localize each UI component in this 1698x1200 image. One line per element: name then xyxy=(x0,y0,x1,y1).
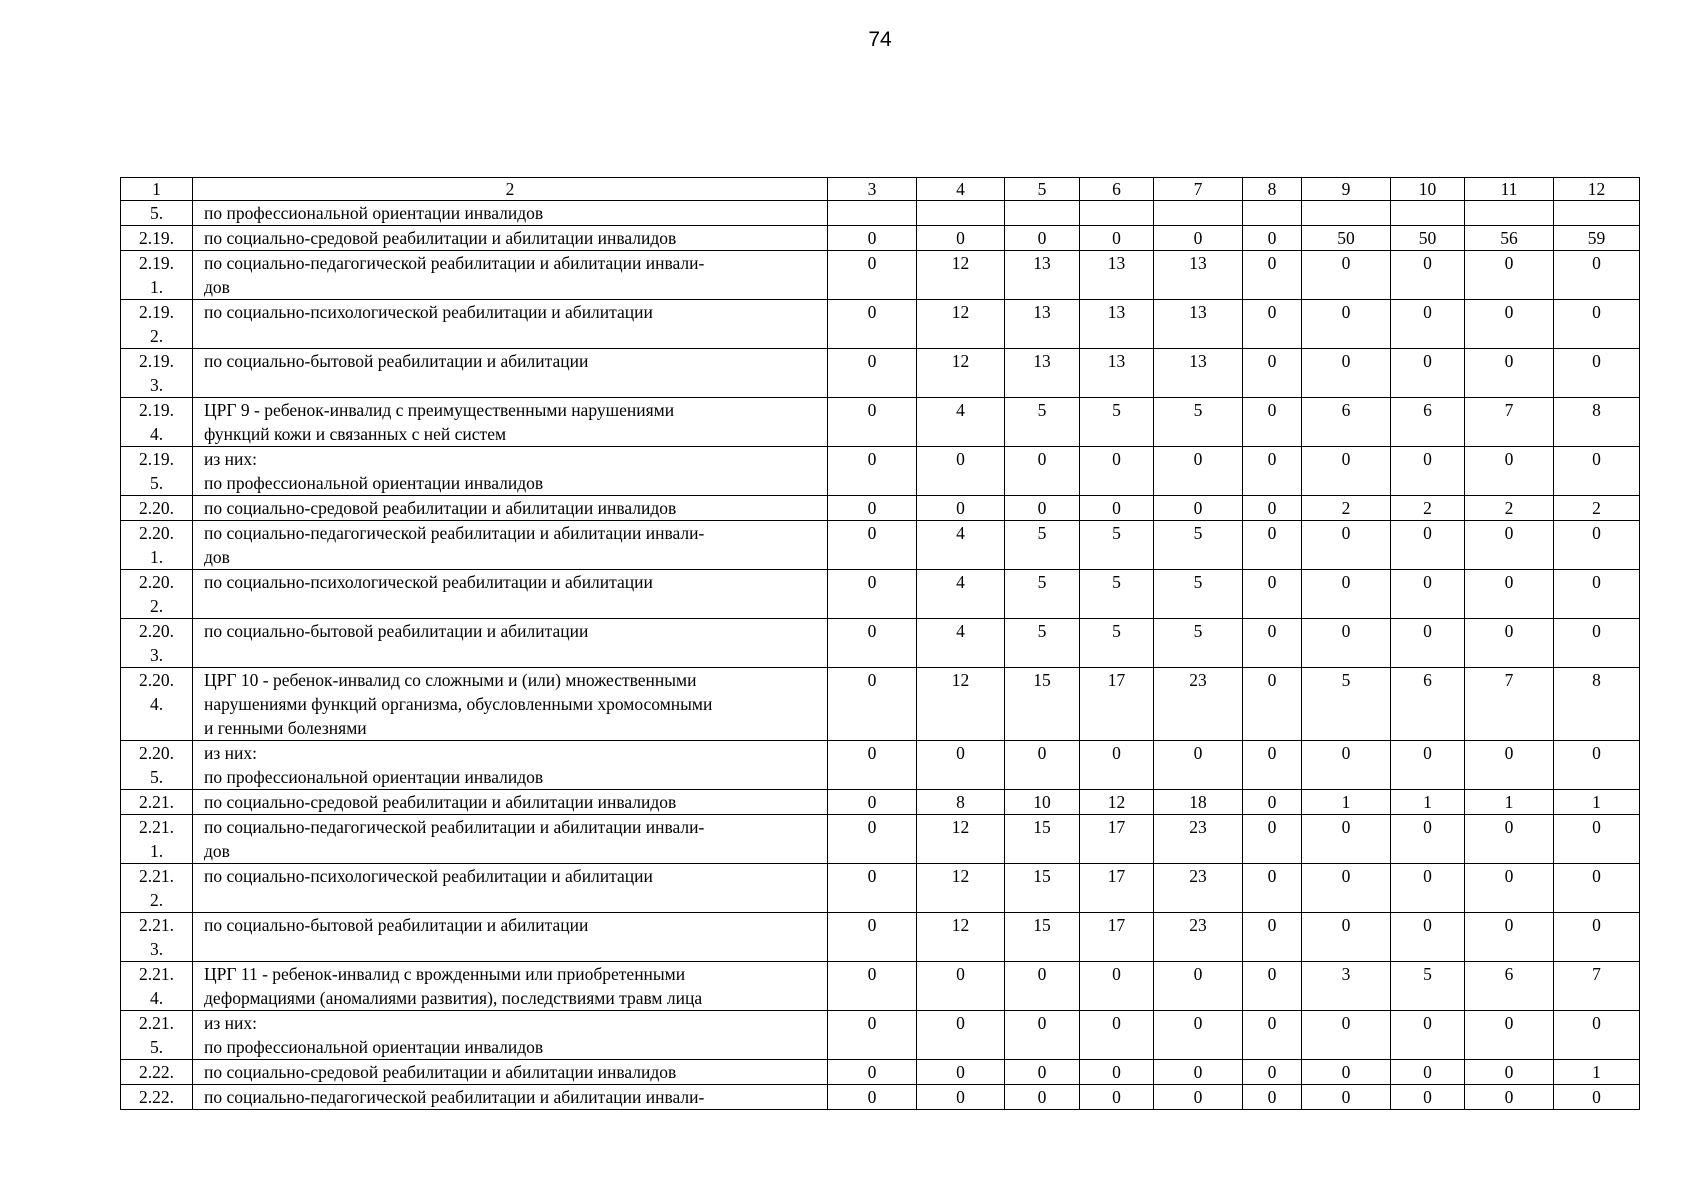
row-number: 5. xyxy=(121,201,193,226)
value-cell: 0 xyxy=(828,864,917,913)
value-cell: 0 xyxy=(917,447,1005,496)
row-description: по социально-психологической реабилитации и абилитации xyxy=(193,300,828,349)
value-cell: 0 xyxy=(1302,619,1391,668)
row-number: 2.20. 4. xyxy=(121,668,193,741)
row-description: по социально-педагогической реабилитации и абилитации инвали- дов xyxy=(193,251,828,300)
value-cell: 0 xyxy=(1391,815,1465,864)
value-cell: 17 xyxy=(1080,864,1154,913)
value-cell: 5 xyxy=(1080,521,1154,570)
value-cell: 0 xyxy=(1302,1011,1391,1060)
table-row xyxy=(121,251,1640,300)
value-cell: 13 xyxy=(1154,349,1243,398)
value-cell xyxy=(1080,201,1154,226)
value-cell: 2 xyxy=(1554,496,1640,521)
value-cell: 0 xyxy=(1465,815,1554,864)
value-cell: 0 xyxy=(1554,570,1640,619)
row-description: по социально-педагогической реабилитации и абилитации инвали- дов xyxy=(193,521,828,570)
value-cell: 0 xyxy=(1005,226,1080,251)
table-row xyxy=(121,668,1640,741)
row-description: по социально-средовой реабилитации и абилитации инвалидов xyxy=(193,496,828,521)
table-row xyxy=(121,741,1640,790)
header-cell: 3 xyxy=(828,178,917,201)
value-cell: 5 xyxy=(1005,570,1080,619)
value-cell: 3 xyxy=(1302,962,1391,1011)
value-cell: 0 xyxy=(1243,300,1302,349)
value-cell: 56 xyxy=(1465,226,1554,251)
value-cell: 0 xyxy=(828,619,917,668)
value-cell: 1 xyxy=(1302,790,1391,815)
value-cell: 6 xyxy=(1465,962,1554,1011)
value-cell: 0 xyxy=(1154,741,1243,790)
value-cell: 0 xyxy=(1465,349,1554,398)
value-cell: 1 xyxy=(1554,790,1640,815)
value-cell: 23 xyxy=(1154,864,1243,913)
header-cell: 10 xyxy=(1391,178,1465,201)
row-description: ЦРГ 11 - ребенок-инвалид с врожденными или приобретенными деформациями (аномалиями развития), последствиями травм лица xyxy=(193,962,828,1011)
value-cell: 7 xyxy=(1465,398,1554,447)
value-cell: 0 xyxy=(1391,741,1465,790)
value-cell: 0 xyxy=(1554,349,1640,398)
value-cell xyxy=(917,201,1005,226)
value-cell: 0 xyxy=(828,1011,917,1060)
value-cell: 0 xyxy=(1080,1085,1154,1110)
value-cell: 0 xyxy=(828,447,917,496)
value-cell: 59 xyxy=(1554,226,1640,251)
value-cell: 0 xyxy=(1243,864,1302,913)
value-cell: 4 xyxy=(917,570,1005,619)
value-cell: 0 xyxy=(1154,226,1243,251)
row-number: 2.19. 5. xyxy=(121,447,193,496)
value-cell: 0 xyxy=(828,300,917,349)
value-cell: 5 xyxy=(1154,398,1243,447)
value-cell: 0 xyxy=(1243,521,1302,570)
header-cell: 7 xyxy=(1154,178,1243,201)
row-number: 2.21. 1. xyxy=(121,815,193,864)
value-cell: 6 xyxy=(1302,398,1391,447)
table-row xyxy=(121,300,1640,349)
value-cell: 0 xyxy=(1554,251,1640,300)
value-cell: 0 xyxy=(828,398,917,447)
row-number: 2.21. 4. xyxy=(121,962,193,1011)
value-cell: 0 xyxy=(1554,619,1640,668)
header-cell: 9 xyxy=(1302,178,1391,201)
value-cell: 0 xyxy=(828,349,917,398)
value-cell: 5 xyxy=(1080,570,1154,619)
table-row xyxy=(121,398,1640,447)
row-description: по социально-психологической реабилитации и абилитации xyxy=(193,864,828,913)
value-cell: 5 xyxy=(1005,521,1080,570)
data-table xyxy=(120,177,1640,1110)
value-cell: 8 xyxy=(1554,398,1640,447)
value-cell: 0 xyxy=(1302,815,1391,864)
row-number: 2.19. 1. xyxy=(121,251,193,300)
value-cell: 13 xyxy=(1154,300,1243,349)
value-cell: 0 xyxy=(1302,741,1391,790)
value-cell: 23 xyxy=(1154,913,1243,962)
value-cell: 12 xyxy=(917,300,1005,349)
value-cell: 2 xyxy=(1465,496,1554,521)
value-cell: 7 xyxy=(1465,668,1554,741)
value-cell: 12 xyxy=(917,349,1005,398)
value-cell: 5 xyxy=(1391,962,1465,1011)
table-row xyxy=(121,790,1640,815)
value-cell: 2 xyxy=(1391,496,1465,521)
value-cell: 0 xyxy=(1391,864,1465,913)
row-number: 2.22. xyxy=(121,1085,193,1110)
row-number: 2.21. 3. xyxy=(121,913,193,962)
value-cell: 0 xyxy=(1080,1011,1154,1060)
value-cell: 0 xyxy=(1243,1011,1302,1060)
value-cell: 5 xyxy=(1154,570,1243,619)
row-description: по социально-психологической реабилитации и абилитации xyxy=(193,570,828,619)
value-cell: 0 xyxy=(1554,815,1640,864)
value-cell: 0 xyxy=(917,496,1005,521)
value-cell: 13 xyxy=(1005,251,1080,300)
value-cell: 0 xyxy=(1005,447,1080,496)
value-cell: 0 xyxy=(828,1085,917,1110)
value-cell: 0 xyxy=(1243,790,1302,815)
header-cell: 1 xyxy=(121,178,193,201)
row-description: по социально-средовой реабилитации и абилитации инвалидов xyxy=(193,790,828,815)
value-cell: 8 xyxy=(917,790,1005,815)
value-cell xyxy=(1243,201,1302,226)
row-number: 2.21. xyxy=(121,790,193,815)
value-cell: 1 xyxy=(1465,790,1554,815)
value-cell: 0 xyxy=(1391,521,1465,570)
value-cell xyxy=(1302,201,1391,226)
value-cell: 0 xyxy=(828,962,917,1011)
value-cell: 15 xyxy=(1005,668,1080,741)
row-number: 2.21. 5. xyxy=(121,1011,193,1060)
row-description: по социально-педагогической реабилитации и абилитации инвали- xyxy=(193,1085,828,1110)
value-cell: 12 xyxy=(917,815,1005,864)
value-cell: 17 xyxy=(1080,668,1154,741)
table-row xyxy=(121,447,1640,496)
value-cell: 1 xyxy=(1391,790,1465,815)
value-cell: 0 xyxy=(1465,521,1554,570)
value-cell: 12 xyxy=(917,913,1005,962)
header-row xyxy=(121,178,1640,201)
table-row xyxy=(121,496,1640,521)
value-cell: 0 xyxy=(1465,1085,1554,1110)
value-cell: 0 xyxy=(828,1060,917,1085)
value-cell: 5 xyxy=(1080,619,1154,668)
table-row xyxy=(121,521,1640,570)
value-cell: 0 xyxy=(1243,398,1302,447)
value-cell: 5 xyxy=(1154,521,1243,570)
row-number: 2.20. xyxy=(121,496,193,521)
value-cell: 0 xyxy=(1302,1085,1391,1110)
value-cell: 0 xyxy=(1465,300,1554,349)
value-cell: 0 xyxy=(1080,496,1154,521)
row-description: ЦРГ 10 - ребенок-инвалид со сложными и (или) множественными нарушениями функций организма, обусловленными хромосомными и генными болезнями xyxy=(193,668,828,741)
value-cell: 15 xyxy=(1005,913,1080,962)
value-cell: 10 xyxy=(1005,790,1080,815)
value-cell: 0 xyxy=(1005,496,1080,521)
value-cell: 0 xyxy=(828,668,917,741)
value-cell: 0 xyxy=(1243,1085,1302,1110)
value-cell: 0 xyxy=(1154,962,1243,1011)
row-number: 2.19. 4. xyxy=(121,398,193,447)
table-row xyxy=(121,349,1640,398)
header-cell: 4 xyxy=(917,178,1005,201)
page-number: 74 xyxy=(868,28,892,51)
value-cell: 0 xyxy=(1554,913,1640,962)
value-cell: 0 xyxy=(917,1085,1005,1110)
value-cell: 5 xyxy=(1154,619,1243,668)
table-row xyxy=(121,201,1640,226)
value-cell: 0 xyxy=(1243,496,1302,521)
value-cell: 8 xyxy=(1554,668,1640,741)
value-cell xyxy=(828,201,917,226)
value-cell: 50 xyxy=(1302,226,1391,251)
header-cell: 5 xyxy=(1005,178,1080,201)
header-cell: 2 xyxy=(193,178,828,201)
header-cell: 11 xyxy=(1465,178,1554,201)
value-cell: 0 xyxy=(828,790,917,815)
value-cell: 7 xyxy=(1554,962,1640,1011)
value-cell: 0 xyxy=(1080,226,1154,251)
value-cell: 0 xyxy=(828,226,917,251)
value-cell: 0 xyxy=(1391,251,1465,300)
row-number: 2.21. 2. xyxy=(121,864,193,913)
value-cell: 13 xyxy=(1005,300,1080,349)
value-cell: 0 xyxy=(1154,447,1243,496)
value-cell: 12 xyxy=(917,864,1005,913)
value-cell: 0 xyxy=(1302,864,1391,913)
row-description: из них: по профессиональной ориентации инвалидов xyxy=(193,1011,828,1060)
value-cell xyxy=(1154,201,1243,226)
value-cell: 0 xyxy=(1080,741,1154,790)
value-cell: 0 xyxy=(1005,1085,1080,1110)
value-cell: 2 xyxy=(1302,496,1391,521)
value-cell: 0 xyxy=(1243,251,1302,300)
value-cell: 0 xyxy=(1302,447,1391,496)
value-cell: 13 xyxy=(1080,251,1154,300)
value-cell: 0 xyxy=(1154,496,1243,521)
value-cell: 0 xyxy=(1302,521,1391,570)
value-cell: 0 xyxy=(1554,1085,1640,1110)
row-number: 2.22. xyxy=(121,1060,193,1085)
value-cell: 13 xyxy=(1080,300,1154,349)
header-cell: 6 xyxy=(1080,178,1154,201)
value-cell: 0 xyxy=(1243,741,1302,790)
value-cell: 0 xyxy=(1391,1060,1465,1085)
value-cell: 23 xyxy=(1154,815,1243,864)
value-cell: 15 xyxy=(1005,864,1080,913)
value-cell: 0 xyxy=(1391,619,1465,668)
value-cell: 0 xyxy=(1154,1060,1243,1085)
value-cell xyxy=(1465,201,1554,226)
value-cell: 13 xyxy=(1080,349,1154,398)
value-cell: 0 xyxy=(1465,619,1554,668)
value-cell: 0 xyxy=(1302,570,1391,619)
value-cell: 0 xyxy=(828,815,917,864)
value-cell: 0 xyxy=(1243,962,1302,1011)
row-number: 2.20. 5. xyxy=(121,741,193,790)
row-description: из них: по профессиональной ориентации инвалидов xyxy=(193,447,828,496)
value-cell: 0 xyxy=(1302,913,1391,962)
value-cell: 0 xyxy=(1554,447,1640,496)
value-cell: 0 xyxy=(828,496,917,521)
value-cell: 0 xyxy=(1080,447,1154,496)
value-cell: 0 xyxy=(1302,251,1391,300)
value-cell: 5 xyxy=(1080,398,1154,447)
value-cell: 50 xyxy=(1391,226,1465,251)
value-cell: 0 xyxy=(1302,300,1391,349)
value-cell: 0 xyxy=(828,741,917,790)
row-description: по социально-бытовой реабилитации и абилитации xyxy=(193,349,828,398)
value-cell: 0 xyxy=(1080,962,1154,1011)
value-cell: 12 xyxy=(917,668,1005,741)
value-cell: 0 xyxy=(1005,1060,1080,1085)
value-cell: 0 xyxy=(1554,300,1640,349)
value-cell: 0 xyxy=(1554,741,1640,790)
value-cell: 0 xyxy=(1391,300,1465,349)
value-cell: 0 xyxy=(1465,447,1554,496)
row-number: 2.19. 2. xyxy=(121,300,193,349)
value-cell: 0 xyxy=(828,521,917,570)
value-cell: 0 xyxy=(1243,570,1302,619)
table-row xyxy=(121,1060,1640,1085)
value-cell: 0 xyxy=(1243,1060,1302,1085)
value-cell: 0 xyxy=(917,1060,1005,1085)
value-cell: 0 xyxy=(1154,1011,1243,1060)
table-row xyxy=(121,1011,1640,1060)
row-number: 2.20. 2. xyxy=(121,570,193,619)
value-cell: 5 xyxy=(1005,619,1080,668)
value-cell: 17 xyxy=(1080,913,1154,962)
value-cell: 13 xyxy=(1154,251,1243,300)
value-cell: 0 xyxy=(1302,1060,1391,1085)
value-cell: 0 xyxy=(828,570,917,619)
value-cell: 0 xyxy=(1243,815,1302,864)
value-cell: 0 xyxy=(1465,570,1554,619)
table-row xyxy=(121,864,1640,913)
value-cell xyxy=(1554,201,1640,226)
row-description: по социально-средовой реабилитации и абилитации инвалидов xyxy=(193,1060,828,1085)
value-cell: 15 xyxy=(1005,815,1080,864)
row-description: по социально-педагогической реабилитации и абилитации инвали- дов xyxy=(193,815,828,864)
value-cell: 0 xyxy=(917,1011,1005,1060)
value-cell xyxy=(1391,201,1465,226)
value-cell: 0 xyxy=(828,913,917,962)
row-description: по профессиональной ориентации инвалидов xyxy=(193,201,828,226)
value-cell: 4 xyxy=(917,521,1005,570)
table-row xyxy=(121,962,1640,1011)
row-description: по социально-средовой реабилитации и абилитации инвалидов xyxy=(193,226,828,251)
value-cell: 5 xyxy=(1302,668,1391,741)
value-cell: 0 xyxy=(1243,349,1302,398)
value-cell: 0 xyxy=(1391,570,1465,619)
value-cell: 0 xyxy=(1391,913,1465,962)
row-number: 2.19. xyxy=(121,226,193,251)
value-cell: 0 xyxy=(1391,1011,1465,1060)
value-cell: 0 xyxy=(917,226,1005,251)
value-cell: 4 xyxy=(917,619,1005,668)
value-cell: 0 xyxy=(1243,447,1302,496)
row-description: по социально-бытовой реабилитации и абилитации xyxy=(193,913,828,962)
value-cell: 23 xyxy=(1154,668,1243,741)
value-cell xyxy=(1005,201,1080,226)
value-cell: 0 xyxy=(1243,913,1302,962)
value-cell: 0 xyxy=(1005,741,1080,790)
table-row xyxy=(121,913,1640,962)
value-cell: 0 xyxy=(917,741,1005,790)
value-cell: 12 xyxy=(917,251,1005,300)
row-number: 2.20. 1. xyxy=(121,521,193,570)
value-cell: 0 xyxy=(1080,1060,1154,1085)
value-cell: 0 xyxy=(1243,619,1302,668)
table-row xyxy=(121,619,1640,668)
value-cell: 0 xyxy=(1554,521,1640,570)
value-cell: 0 xyxy=(1554,864,1640,913)
row-description: ЦРГ 9 - ребенок-инвалид с преимущественными нарушениями функций кожи и связанных с ней систем xyxy=(193,398,828,447)
value-cell: 0 xyxy=(1391,349,1465,398)
value-cell: 0 xyxy=(1243,668,1302,741)
value-cell: 0 xyxy=(1554,1011,1640,1060)
header-cell: 12 xyxy=(1554,178,1640,201)
header-cell: 8 xyxy=(1243,178,1302,201)
value-cell: 5 xyxy=(1005,398,1080,447)
value-cell: 13 xyxy=(1005,349,1080,398)
value-cell: 4 xyxy=(917,398,1005,447)
value-cell: 0 xyxy=(1005,1011,1080,1060)
value-cell: 0 xyxy=(1243,226,1302,251)
value-cell: 0 xyxy=(1465,741,1554,790)
value-cell: 0 xyxy=(1465,251,1554,300)
value-cell: 6 xyxy=(1391,398,1465,447)
value-cell: 0 xyxy=(1465,1011,1554,1060)
table-row xyxy=(121,815,1640,864)
value-cell: 0 xyxy=(1465,864,1554,913)
value-cell: 0 xyxy=(828,251,917,300)
value-cell: 0 xyxy=(1005,962,1080,1011)
value-cell: 0 xyxy=(1391,447,1465,496)
value-cell: 6 xyxy=(1391,668,1465,741)
value-cell: 0 xyxy=(917,962,1005,1011)
value-cell: 0 xyxy=(1302,349,1391,398)
row-description: из них: по профессиональной ориентации инвалидов xyxy=(193,741,828,790)
table-row xyxy=(121,226,1640,251)
table-row xyxy=(121,570,1640,619)
value-cell: 1 xyxy=(1554,1060,1640,1085)
value-cell: 12 xyxy=(1080,790,1154,815)
value-cell: 0 xyxy=(1465,1060,1554,1085)
value-cell: 17 xyxy=(1080,815,1154,864)
table-row xyxy=(121,1085,1640,1110)
row-number: 2.20. 3. xyxy=(121,619,193,668)
value-cell: 0 xyxy=(1465,913,1554,962)
row-description: по социально-бытовой реабилитации и абилитации xyxy=(193,619,828,668)
table-body xyxy=(121,178,1640,1110)
row-number: 2.19. 3. xyxy=(121,349,193,398)
value-cell: 0 xyxy=(1154,1085,1243,1110)
value-cell: 18 xyxy=(1154,790,1243,815)
value-cell: 0 xyxy=(1391,1085,1465,1110)
